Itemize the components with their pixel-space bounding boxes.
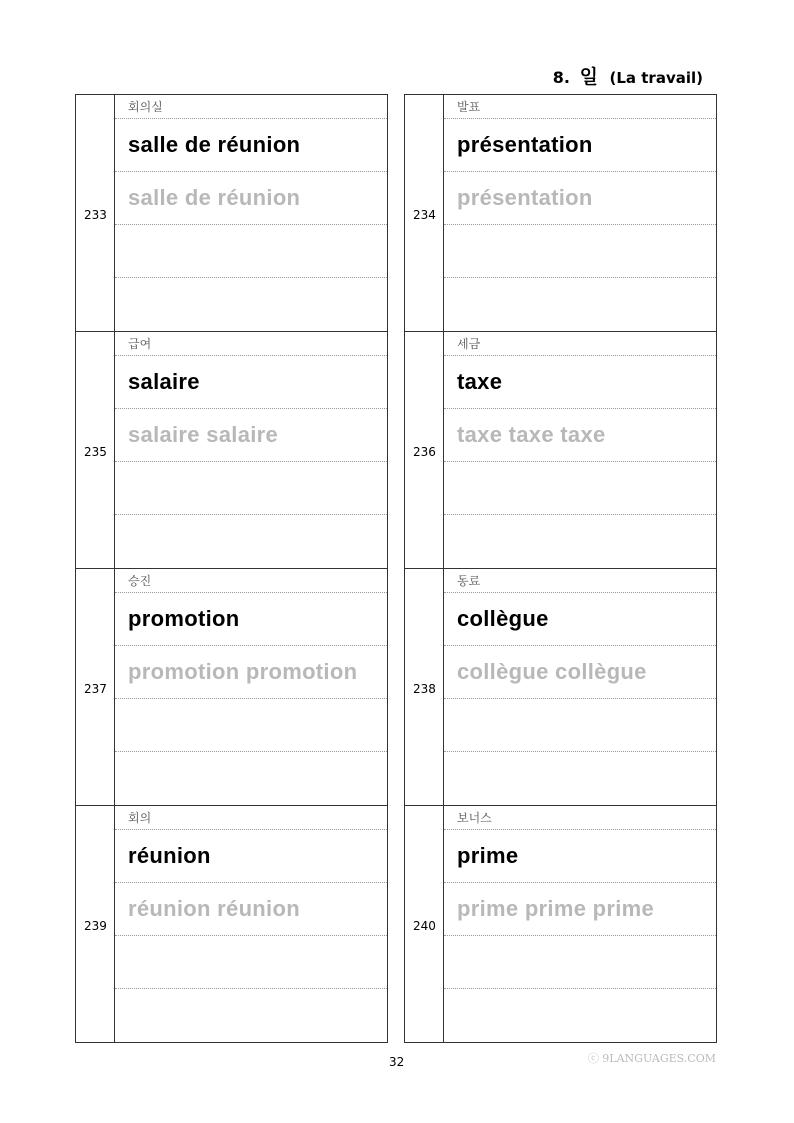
french-word: réunion: [128, 843, 211, 868]
french-word: présentation: [457, 132, 593, 157]
french-word: collègue: [457, 606, 549, 631]
card-number: 240: [413, 919, 436, 933]
writing-line[interactable]: [115, 989, 387, 1042]
vocab-card: [404, 568, 717, 805]
writing-line[interactable]: [444, 752, 716, 805]
left-column: [75, 94, 388, 1042]
trace-word: salle de réunion: [128, 185, 301, 210]
vocab-card: [75, 94, 388, 331]
french-word: taxe: [457, 369, 503, 394]
writing-line[interactable]: [115, 515, 387, 568]
trace-word: taxe taxe taxe: [457, 422, 606, 447]
trace-word: salaire salaire: [128, 422, 279, 447]
vocab-card: [75, 805, 388, 1043]
writing-line[interactable]: [115, 936, 387, 989]
page-number: 32: [389, 1055, 405, 1069]
writing-line[interactable]: [444, 699, 716, 752]
writing-line[interactable]: [115, 225, 387, 278]
card-number: 234: [413, 208, 436, 222]
writing-line[interactable]: [444, 278, 716, 331]
chapter-korean: 일: [579, 66, 598, 88]
copyright-notice: ⓒ 9LANGUAGES.COM: [587, 1052, 716, 1065]
right-column: [404, 94, 717, 1042]
french-word: promotion: [128, 606, 240, 631]
trace-word: réunion réunion: [128, 896, 300, 921]
trace-word: présentation: [457, 185, 593, 210]
card-number: 238: [413, 682, 436, 696]
korean-word: 발표: [444, 95, 716, 119]
trace-word: promotion promotion: [128, 659, 358, 684]
trace-word: prime prime prime: [457, 896, 655, 921]
writing-line[interactable]: [444, 225, 716, 278]
french-word: prime: [457, 843, 519, 868]
trace-word: collègue collègue: [457, 659, 647, 684]
vocab-card: [75, 568, 388, 805]
chapter-french: (La travail): [609, 69, 703, 87]
korean-word: 승진: [115, 569, 387, 593]
card-number: 239: [84, 919, 107, 933]
card-number: 237: [84, 682, 107, 696]
writing-line[interactable]: [115, 278, 387, 331]
writing-line[interactable]: [444, 462, 716, 515]
vocab-card: [404, 331, 717, 568]
vocab-card: [404, 94, 717, 331]
writing-line[interactable]: [115, 752, 387, 805]
chapter-number: 8.: [552, 68, 570, 87]
french-word: salle de réunion: [128, 132, 301, 157]
vocab-card: [404, 805, 717, 1043]
vocab-card: [75, 331, 388, 568]
korean-word: 보너스: [444, 806, 716, 830]
korean-word: 회의실: [115, 95, 387, 119]
card-number: 235: [84, 445, 107, 459]
card-number: 236: [413, 445, 436, 459]
korean-word: 회의: [115, 806, 387, 830]
page-title: [553, 62, 703, 89]
writing-line[interactable]: [444, 989, 716, 1042]
writing-line[interactable]: [115, 462, 387, 515]
korean-word: 급여: [115, 332, 387, 356]
korean-word: 동료: [444, 569, 716, 593]
card-number: 233: [84, 208, 107, 222]
french-word: salaire: [128, 369, 200, 394]
writing-line[interactable]: [444, 936, 716, 989]
writing-line[interactable]: [444, 515, 716, 568]
writing-line[interactable]: [115, 699, 387, 752]
korean-word: 세금: [444, 332, 716, 356]
